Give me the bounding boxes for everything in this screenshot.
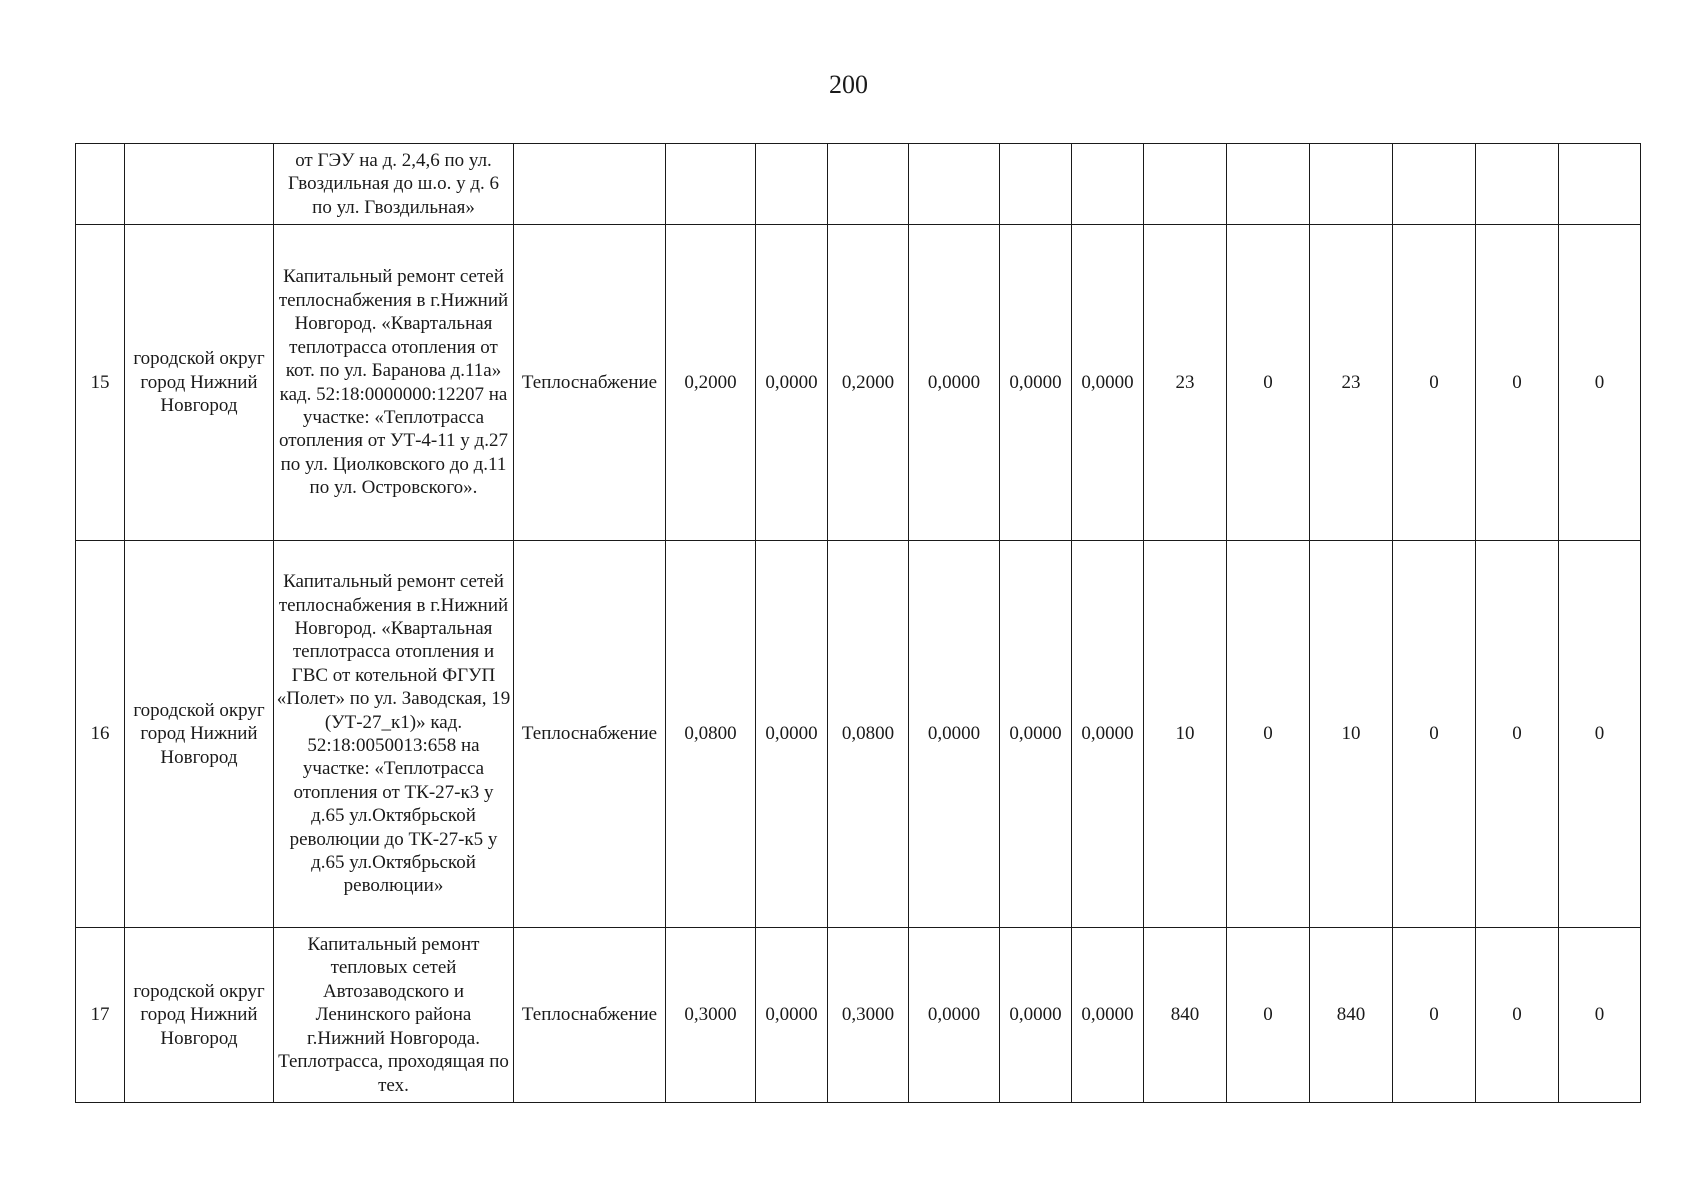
value-cell — [1000, 144, 1072, 225]
value-cell: 0,0000 — [756, 541, 828, 928]
value-cell: 0 — [1476, 928, 1559, 1103]
value-cell: 0,0000 — [1000, 541, 1072, 928]
value-cell: 23 — [1144, 225, 1227, 541]
value-cell: 0 — [1227, 225, 1310, 541]
value-cell — [828, 144, 909, 225]
type-cell — [514, 144, 666, 225]
type-cell: Теплоснабжение — [514, 541, 666, 928]
value-cell — [666, 144, 756, 225]
description-cell: Капитальный ремонт тепловых сетей Автозаводского и Ленинского района г.Нижний Новгорода. Теплотрасса, проходящая по тех. — [274, 928, 514, 1103]
value-cell: 0,0800 — [828, 541, 909, 928]
value-cell — [1227, 144, 1310, 225]
value-cell: 0 — [1393, 225, 1476, 541]
value-cell: 0,0000 — [1072, 541, 1144, 928]
municipality-cell: городской округ город Нижний Новгород — [125, 225, 274, 541]
value-cell: 0 — [1227, 928, 1310, 1103]
value-cell: 0,0000 — [1072, 225, 1144, 541]
value-cell — [756, 144, 828, 225]
value-cell: 840 — [1310, 928, 1393, 1103]
value-cell — [1310, 144, 1393, 225]
row-number: 17 — [76, 928, 125, 1103]
value-cell: 0 — [1393, 928, 1476, 1103]
value-cell: 0,2000 — [666, 225, 756, 541]
type-cell: Теплоснабжение — [514, 928, 666, 1103]
value-cell: 0 — [1227, 541, 1310, 928]
value-cell — [1144, 144, 1227, 225]
value-cell: 0,2000 — [828, 225, 909, 541]
value-cell: 0 — [1476, 541, 1559, 928]
description-cell: от ГЭУ на д. 2,4,6 по ул. Гвоздильная до ш.о. у д. 6 по ул. Гвоздильная» — [274, 144, 514, 225]
row-number: 15 — [76, 225, 125, 541]
capital-repair-table — [75, 143, 1641, 1103]
municipality-cell — [125, 144, 274, 225]
value-cell: 0 — [1393, 541, 1476, 928]
value-cell: 0 — [1559, 225, 1641, 541]
description-cell: Капитальный ремонт сетей теплоснабжения в г.Нижний Новгород. «Квартальная теплотрасса отопления и ГВС от котельной ФГУП «Полет» по ул. Заводская, 19 (УТ-27_к1)» кад. 52:18:0050013:658 на участке: «Теплотрасса отопления от ТК-27-к3 у д.65 ул.Октябрьской революции до ТК-27-к5 у д.65 ул.Октябрьской революции» — [274, 541, 514, 928]
value-cell: 23 — [1310, 225, 1393, 541]
value-cell: 0,0000 — [1072, 928, 1144, 1103]
value-cell: 0,0000 — [756, 928, 828, 1103]
value-cell: 0,3000 — [666, 928, 756, 1103]
table-row — [76, 225, 1641, 541]
value-cell: 0,0800 — [666, 541, 756, 928]
value-cell: 0,0000 — [909, 928, 1000, 1103]
value-cell: 0 — [1559, 928, 1641, 1103]
description-cell: Капитальный ремонт сетей теплоснабжения в г.Нижний Новгород. «Квартальная теплотрасса отопления от кот. по ул. Баранова д.11а» кад. 52:18:0000000:12207 на участке: «Теплотрасса отопления от УТ-4-11 у д.27 по ул. Циолковского до д.11 по ул. Островского». — [274, 225, 514, 541]
value-cell: 0,0000 — [756, 225, 828, 541]
table-row — [76, 144, 1641, 225]
value-cell — [1476, 144, 1559, 225]
type-cell: Теплоснабжение — [514, 225, 666, 541]
row-number: 16 — [76, 541, 125, 928]
value-cell — [1072, 144, 1144, 225]
value-cell: 0,3000 — [828, 928, 909, 1103]
value-cell: 0 — [1559, 541, 1641, 928]
value-cell: 0,0000 — [909, 541, 1000, 928]
row-number — [76, 144, 125, 225]
value-cell: 0,0000 — [1000, 225, 1072, 541]
value-cell: 0,0000 — [909, 225, 1000, 541]
value-cell: 10 — [1144, 541, 1227, 928]
municipality-cell: городской округ город Нижний Новгород — [125, 928, 274, 1103]
value-cell: 10 — [1310, 541, 1393, 928]
value-cell — [909, 144, 1000, 225]
page-number: 200 — [829, 70, 868, 99]
table-row — [76, 541, 1641, 928]
value-cell: 0,0000 — [1000, 928, 1072, 1103]
value-cell: 0 — [1476, 225, 1559, 541]
value-cell: 840 — [1144, 928, 1227, 1103]
value-cell — [1393, 144, 1476, 225]
value-cell — [1559, 144, 1641, 225]
table-row — [76, 928, 1641, 1103]
municipality-cell: городской округ город Нижний Новгород — [125, 541, 274, 928]
